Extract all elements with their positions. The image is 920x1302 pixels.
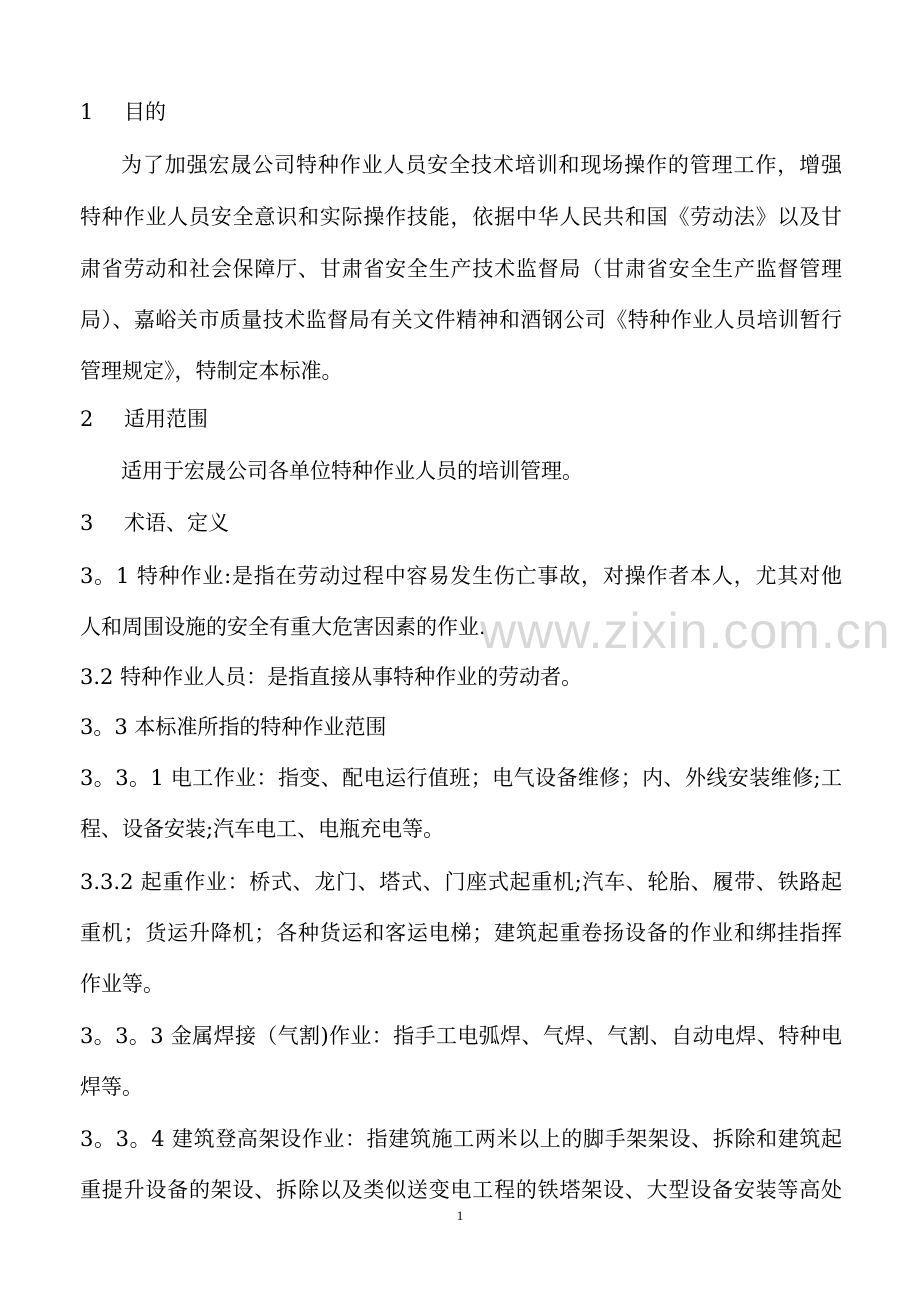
paragraph-line: 为了加强宏晟公司特种作业人员安全技术培训和现场操作的管理工作，增强 <box>121 153 842 177</box>
paragraph-line: 特种作业人员安全意识和实际操作技能，依据中华人民共和国《劳动法》以及甘 <box>80 205 842 229</box>
page-number: 1 <box>456 1208 464 1223</box>
section-title: 目的 <box>124 100 166 124</box>
watermark: www.zixin.com.cn <box>480 603 891 659</box>
section-heading-2 <box>80 399 842 439</box>
clause-line: 3。1 特种作业:是指在劳动过程中容易发生伤亡事故，对操作者本人，尤其对他 <box>80 564 842 588</box>
clause-line: 3。3。1 电工作业：指变、配电运行值班；电气设备维修；内、外线安装维修;工 <box>80 766 842 790</box>
paragraph-line: 适用于宏晟公司各单位特种作业人员的培训管理。 <box>121 459 583 483</box>
section-heading-3 <box>80 503 842 543</box>
clause-line: 人和周围设施的安全有重大危害因素的作业. <box>80 615 486 639</box>
paragraph-line: 管理规定》，特制定本标准。 <box>80 359 343 383</box>
section-number: 1 <box>80 100 94 124</box>
paragraph-line: 局）、嘉峪关市质量技术监督局有关文件精神和酒钢公司《特种作业人员培训暂行 <box>80 308 842 332</box>
clause-line: 3。3。4 建筑登高架设作业：指建筑施工两米以上的脚手架架设、拆除和建筑起 <box>80 1127 842 1151</box>
clause-line: 重机；货运升降机；各种货运和客运电梯；建筑起重卷扬设备的作业和绑挂指挥 <box>80 921 842 945</box>
clause-line: 作业等。 <box>80 972 164 996</box>
section-title: 适用范围 <box>124 407 208 431</box>
clause-line: 焊等。 <box>80 1075 143 1099</box>
clause-line: 重提升设备的架设、拆除以及类似送变电工程的铁塔架设、大型设备安装等高处 <box>80 1178 842 1202</box>
section-heading-1 <box>80 92 842 132</box>
section-title: 术语、定义 <box>124 511 229 535</box>
section-number: 2 <box>80 407 94 431</box>
section-number: 3 <box>80 511 94 535</box>
clause-line: 3.3.2 起重作业：桥式、龙门、塔式、门座式起重机;汽车、轮胎、履带、铁路起 <box>80 870 842 894</box>
paragraph-line: 肃省劳动和社会保障厅、甘肃省安全生产技术监督局（甘肃省安全生产监督管理 <box>80 257 842 281</box>
clause-line: 3。3 本标准所指的特种作业范围 <box>80 715 387 739</box>
clause-line: 3。3。3 金属焊接（气割)作业：指手工电弧焊、气焊、气割、自动电焊、特种电 <box>80 1024 842 1048</box>
clause-line: 程、设备安装;汽车电工、电瓶充电等。 <box>80 817 445 841</box>
clause-line: 3.2 特种作业人员：是指直接从事特种作业的劳动者。 <box>80 665 583 689</box>
